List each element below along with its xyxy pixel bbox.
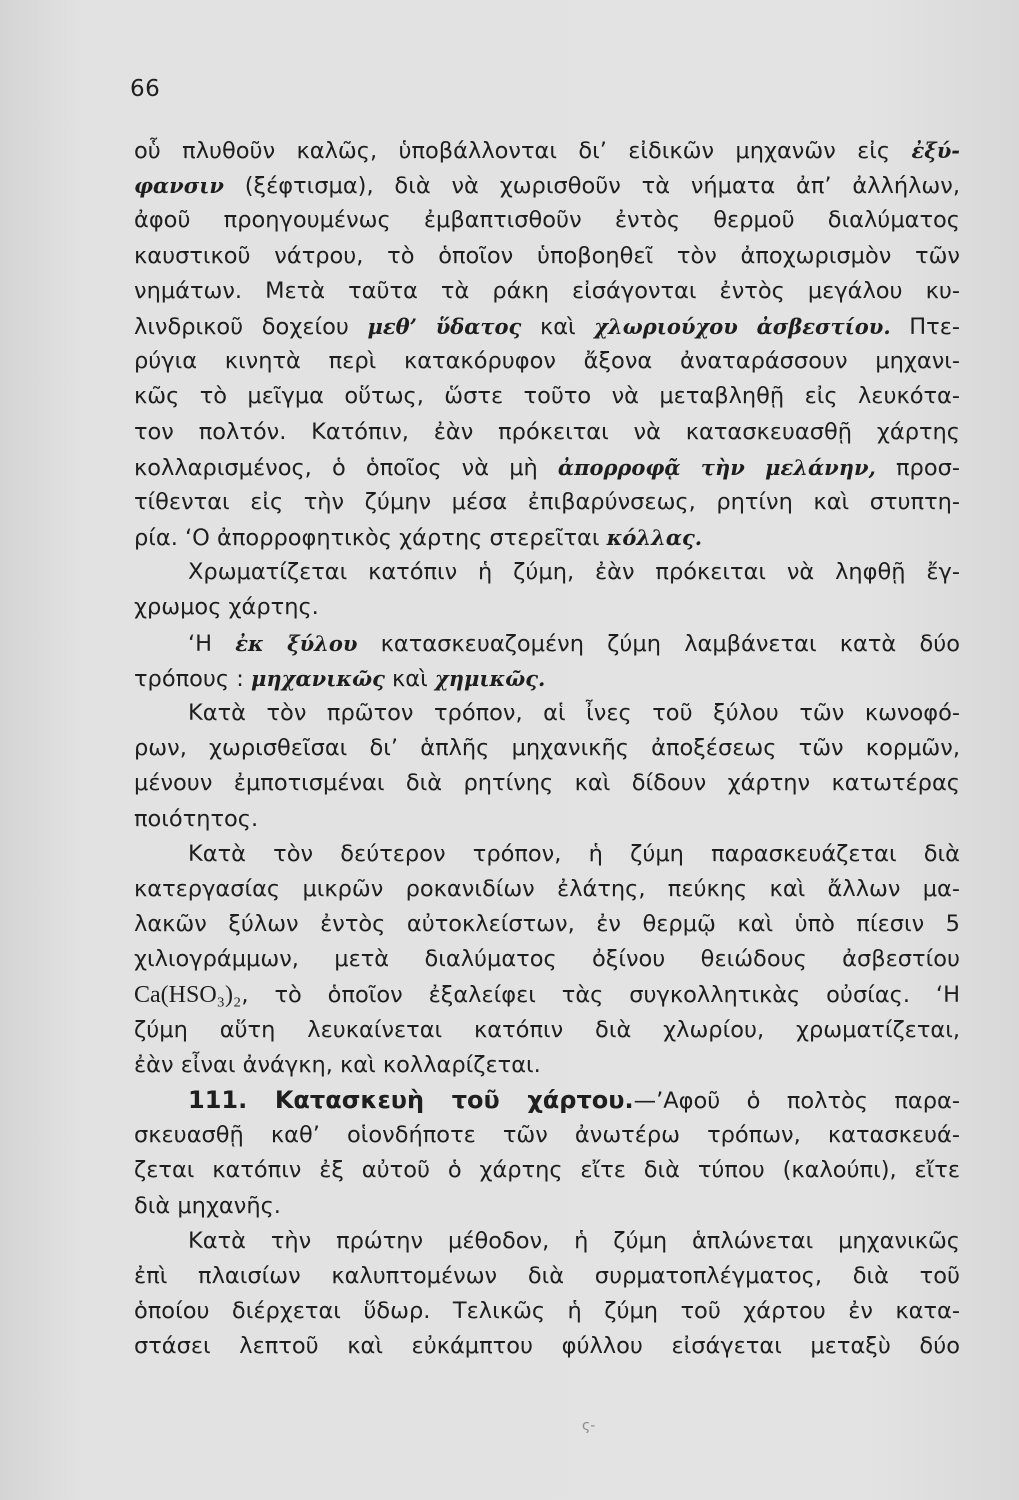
text-run: —’Αφοῦ ὁ πολτὸς παρα- xyxy=(633,1088,960,1115)
text-run: νημάτων. Μετὰ ταῦτα τὰ ράκη εἰσάγονται ἐντὸς μεγάλου κυ- xyxy=(134,277,960,304)
text-run: Κατὰ τὸν πρῶτον τρόπον, αἱ ἶνες τοῦ ξύλου τῶν κωνοφό- xyxy=(188,700,960,726)
text-line xyxy=(134,978,960,1013)
text-run: ποιότητος. xyxy=(134,805,259,832)
text-line xyxy=(134,731,960,766)
text-line xyxy=(134,837,960,872)
text-run: ρων, χωρισθεῖσαι δι’ ἁπλῆς μηχανικῆς ἀποξέσεως τῶν κορμῶν, xyxy=(134,735,960,762)
text-line xyxy=(134,274,960,309)
text-line xyxy=(134,942,960,977)
text-run: (ξέφτισμα), διὰ νὰ χωρισθοῦν τὰ νήματα ἀπ’ ἀλλήλων, xyxy=(223,173,960,200)
text-line xyxy=(134,1048,960,1083)
text-line xyxy=(134,1189,960,1224)
text-run: ἐπὶ πλαισίων καλυπτομένων διὰ συρματοπλέγματος, διὰ τοῦ xyxy=(134,1263,960,1289)
text-line xyxy=(134,309,960,344)
text-run: μένουν ἐμποτισμέναι διὰ ρητίνης καὶ δίδουν χάρτην κατωτέρας xyxy=(134,770,960,797)
text-line xyxy=(134,872,960,907)
emphasized-term: ἀπορροφᾷ τὴν μελάνην, xyxy=(557,454,876,480)
text-run: Χρωματίζεται κατόπιν ἡ ζύμη, ἐὰν πρόκειται νὰ ληφθῇ ἔγ- xyxy=(188,559,960,586)
emphasized-term: χλωριούχου ἀσβεστίου. xyxy=(594,313,891,339)
emphasized-term: ἐκ ξύλου xyxy=(235,630,358,656)
emphasized-term: μεθ’ ὕδατος xyxy=(367,313,522,339)
text-run: ἀφοῦ προηγουμένως ἐμβαπτισθοῦν ἐντὸς θερμοῦ διαλύματος xyxy=(134,207,960,234)
emphasized-term: μηχανικῶς xyxy=(251,665,385,691)
text-run: τίθενται εἰς τὴν ζύμην μέσα ἐπιβαρύνσεως, ρητίνη καὶ στυπτη- xyxy=(134,488,960,515)
text-line xyxy=(134,379,960,414)
text-run: κῶς τὸ μεῖγμα οὕτως, ὥστε τοῦτο νὰ μεταβληθῇ εἰς λευκότα- xyxy=(134,383,960,410)
text-line xyxy=(134,802,960,837)
text-line xyxy=(134,766,960,801)
text-run: ρία. ‘Ο ἀπορροφητικὸς χάρτης στερεῖται xyxy=(134,525,607,552)
text-run: χρωμος χάρτης. xyxy=(134,594,319,621)
text-line xyxy=(134,661,960,696)
text-line xyxy=(134,1224,960,1259)
text-line xyxy=(134,1329,960,1364)
text-run: ρύγια κινητὰ περὶ κατακόρυφον ἄξονα ἀναταράσσουν μηχανι- xyxy=(134,348,960,375)
text-line xyxy=(134,1083,960,1118)
text-line xyxy=(134,344,960,379)
text-line xyxy=(134,555,960,590)
text-run: λακῶν ξύλων ἐντὸς αὐτοκλείστων, ἐν θερμῷ καὶ ὑπὸ πίεσιν 5 xyxy=(134,911,960,938)
text-line xyxy=(134,450,960,485)
text-line xyxy=(134,1294,960,1329)
text-run: , τὸ ὁποῖον ἐξαλείφει τὰς συγκολλητικὰς οὐσίας. ‘Η xyxy=(241,981,960,1008)
text-line xyxy=(134,203,960,238)
emphasized-term: χημικῶς. xyxy=(434,665,546,691)
text-run: τρόπους : xyxy=(134,665,252,692)
text-run: Ca(HSO₃)₂ xyxy=(134,981,242,1008)
text-line xyxy=(134,239,960,274)
text-run: ὁποίου διέρχεται ὕδωρ. Τελικῶς ἡ ζύμη τοῦ χάρτου ἐν κατα- xyxy=(134,1298,960,1325)
text-run: τον πολτόν. Κατόπιν, ἐὰν πρόκειται νὰ κατασκευασθῇ χάρτης xyxy=(134,418,960,445)
text-line xyxy=(134,590,960,625)
text-run: καυστικοῦ νάτρου, τὸ ὁποῖον ὑποβοηθεῖ τὸν ἀποχωρισμὸν τῶν xyxy=(134,242,960,269)
text-run: κατασκευαζομένη ζύμη λαμβάνεται κατὰ δύο xyxy=(357,630,960,657)
text-run: ζεται κατόπιν ἐξ αὐτοῦ ὁ χάρτης εἴτε διὰ τύπου (καλούπι), εἴτε xyxy=(134,1157,960,1184)
text-line xyxy=(134,168,960,203)
text-line xyxy=(134,485,960,520)
text-line xyxy=(134,696,960,731)
text-run: διὰ μηχανῆς. xyxy=(134,1192,281,1219)
text-line xyxy=(134,1118,960,1153)
text-run: Πτε- xyxy=(890,313,960,340)
section-heading: 111. Κατασκευὴ τοῦ χάρτου. xyxy=(188,1086,634,1115)
text-line xyxy=(134,133,960,168)
text-run: χιλιογράμμων, μετὰ διαλύματος ὀξίνου θειώδους ἀσβεστίου xyxy=(134,946,960,973)
text-run: κολλαρισμένος, ὁ ὁποῖος νὰ μὴ xyxy=(134,454,558,481)
text-run: ζύμη αὕτη λευκαίνεται κατόπιν διὰ χλωρίου, χρωματίζεται, xyxy=(134,1016,960,1043)
emphasized-term: ἐξύ- xyxy=(911,138,960,163)
text-run: λινδρικοῦ δοχείου xyxy=(134,313,368,340)
text-line xyxy=(134,907,960,942)
text-run: καὶ xyxy=(384,665,435,692)
text-run: ἐὰν εἶναι ἀνάγκη, καὶ κολλαρίζεται. xyxy=(134,1051,541,1078)
text-line xyxy=(134,1259,960,1294)
text-run: σκευασθῇ καθ’ οἱονδήποτε τῶν ἀνωτέρω τρόπων, κατασκευά- xyxy=(134,1122,960,1149)
text-run: οὗ πλυθοῦν καλῶς, ὑποβάλλονται δι’ εἰδικῶν μηχανῶν εἰς xyxy=(134,138,912,164)
emphasized-term: φανσιν xyxy=(134,173,224,199)
text-line xyxy=(134,626,960,661)
text-run: Κατὰ τὸν δεύτερον τρόπον, ἡ ζύμη παρασκευάζεται διὰ xyxy=(188,840,960,867)
emphasized-term: κόλλας. xyxy=(606,525,703,551)
text-run: ‘Η xyxy=(188,630,236,657)
text-run: στάσει λεπτοῦ καὶ εὐκάμπτου φύλλου εἰσάγεται μεταξὺ δύο xyxy=(134,1333,960,1360)
text-line xyxy=(134,1013,960,1048)
text-run: προσ- xyxy=(875,454,960,481)
text-run: καὶ xyxy=(521,313,595,340)
text-line xyxy=(134,520,960,555)
text-run: κατεργασίας μικρῶν ροκανιδίων ἐλάτης, πεύκης καὶ ἄλλων μα- xyxy=(134,875,960,902)
text-line xyxy=(134,1153,960,1188)
text-line xyxy=(134,415,960,450)
body-text xyxy=(134,133,960,1365)
text-run: Κατὰ τὴν πρώτην μέθοδον, ἡ ζύμη ἁπλώνεται μηχανικῶς xyxy=(188,1227,960,1254)
page-number: 66 xyxy=(130,76,161,102)
pencil-mark: ς- xyxy=(582,1418,596,1434)
